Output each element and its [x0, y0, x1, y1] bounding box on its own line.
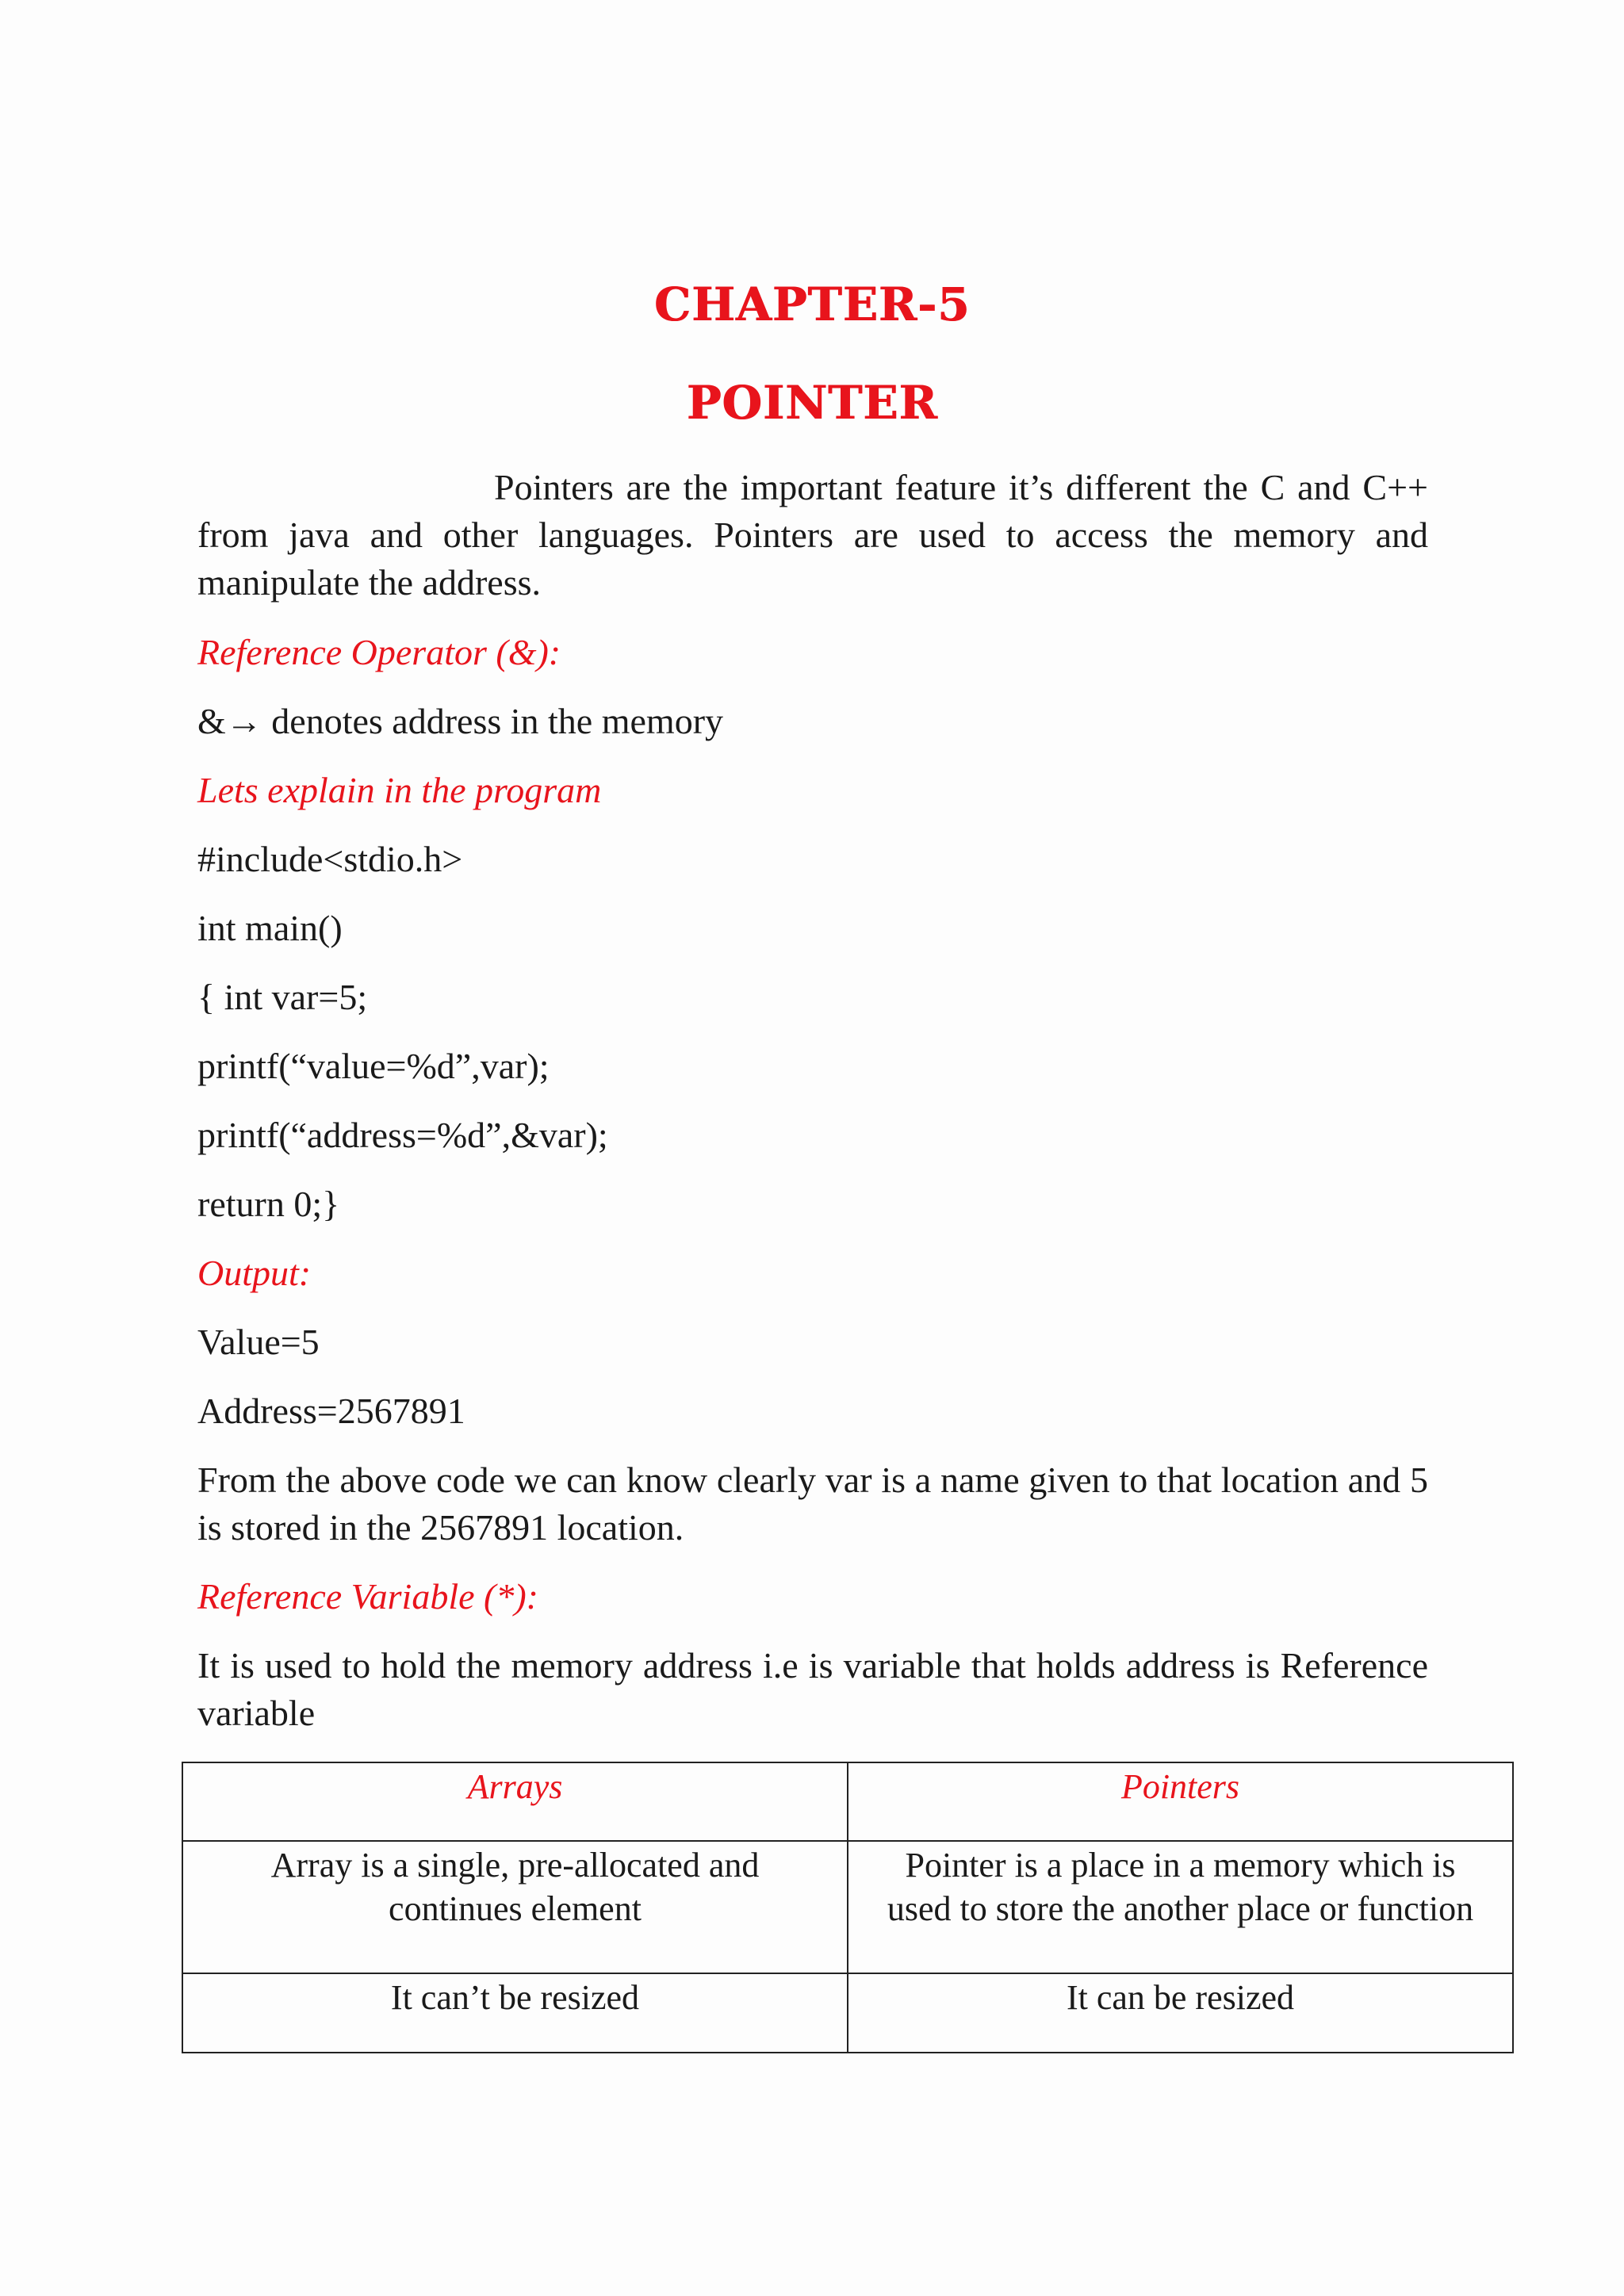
- program-heading: Lets explain in the program: [197, 770, 602, 810]
- table-cell: It can’t be resized: [182, 1973, 848, 2053]
- reference-operator-heading: Reference Operator (&):: [197, 632, 561, 672]
- table-cell: Array is a single, pre-allocated and continues element: [182, 1841, 848, 1973]
- column-header-pointers: Pointers: [848, 1762, 1513, 1841]
- code-line: { int var=5;: [197, 977, 368, 1017]
- explanation-paragraph: From the above code we can know clearly var is a name given to that location and 5 is stored in the 2567891 location.: [197, 1460, 1428, 1548]
- code-line: int main(): [197, 908, 343, 948]
- table-cell: It can be resized: [848, 1973, 1513, 2053]
- code-line: return 0;}: [197, 1184, 340, 1224]
- output-line: Address=2567891: [197, 1391, 465, 1431]
- reference-operator-description: &→ denotes address in the memory: [197, 701, 724, 741]
- code-line: printf(“value=%d”,var);: [197, 1046, 550, 1086]
- output-heading: Output:: [197, 1253, 312, 1293]
- table-row: [182, 1841, 1513, 1973]
- intro-paragraph: Pointers are the important feature it’s different the C and C++ from java and other languages. Pointers are used to access the memory and manipulate the address.: [197, 467, 1428, 603]
- chapter-subtitle: POINTER: [686, 376, 938, 430]
- table-header-row: [182, 1762, 1513, 1841]
- code-line: #include<stdio.h>: [197, 839, 463, 879]
- chapter-title: CHAPTER-5: [653, 277, 971, 331]
- comparison-table: [182, 1762, 1514, 2053]
- output-line: Value=5: [197, 1322, 320, 1362]
- code-line: printf(“address=%d”,&var);: [197, 1115, 608, 1155]
- table-cell: Pointer is a place in a memory which is used to store the another place or function: [848, 1841, 1513, 1973]
- reference-variable-heading: Reference Variable (*):: [197, 1576, 538, 1617]
- table-row: [182, 1973, 1513, 2053]
- column-header-arrays: Arrays: [182, 1762, 848, 1841]
- reference-variable-description: It is used to hold the memory address i.e is variable that holds address is Reference variable: [197, 1645, 1428, 1733]
